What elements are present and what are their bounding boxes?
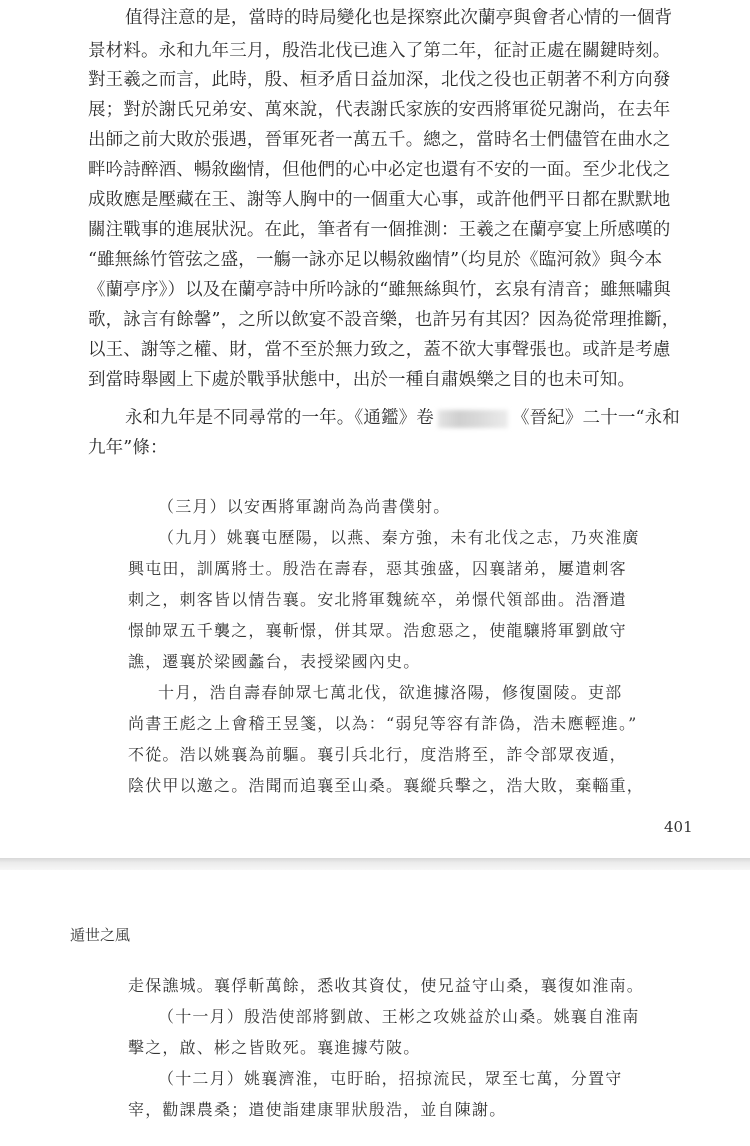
quote-line: 譙，遷襄於梁國蠡台，表授梁國內史。 <box>128 652 421 671</box>
text-line: 值得注意的是，當時的時局變化也是探察此次蘭亭與會者心情的一個背 <box>125 8 673 28</box>
quote-line: 宰，勸課農桑；遣使詣建康罪狀殷浩，並自陳謝。 <box>128 1100 507 1119</box>
text-line: 九年”條： <box>88 438 168 458</box>
quote-line: 憬帥眾五千襲之，襄斬憬，併其眾。浩愈惡之，使龍驤將軍劉啟守 <box>128 621 627 640</box>
text-line: 歌，詠言有餘馨”，之所以飲宴不設音樂，也許另有其因？因為從常理推斷， <box>88 310 680 330</box>
quote-line: 擊之，啟、彬之皆敗死。襄進據芍陂。 <box>128 1038 421 1057</box>
page-divider <box>0 858 750 870</box>
page-number: 401 <box>664 818 693 836</box>
text-line <box>125 404 680 433</box>
text-line: 畔吟詩醉酒、暢敘幽情，但他們的心中必定也還有不安的一面。至少北伐之 <box>88 160 671 180</box>
redacted-blur <box>438 410 508 428</box>
text-line: 到當時舉國上下處於戰爭狀態中，出於一種自肅娛樂之目的也未可知。 <box>88 370 636 390</box>
quote-line: 走保譙城。襄俘斬萬餘，悉收其資仗，使兄益守山桑，襄復如淮南。 <box>128 976 645 995</box>
text-line: 關注戰事的進展狀況。在此，筆者有一個推測：王羲之在蘭亭宴上所感嘆的 <box>88 220 671 240</box>
text-line: 對王羲之而言，此時，殷、桓矛盾日益加深，北伐之役也正朝著不利方向發 <box>88 70 671 90</box>
quote-line: （三月）以安西將軍謝尚為尚書僕射。 <box>158 497 451 516</box>
text-line: 景材料。永和九年三月，殷浩北伐已進入了第二年，征討正處在關鍵時刻。 <box>88 41 671 61</box>
quote-line: （十二月）姚襄濟淮，屯盱眙，招掠流民，眾至七萬，分置守 <box>158 1069 623 1088</box>
text-line: 以王、謝等之權、財，當不至於無力致之，蓋不欲大事聲張也。或許是考慮 <box>88 340 671 360</box>
text-line: 展；對於謝氏兄弟安、萬來說，代表謝氏家族的安西將軍從兄謝尚，在去年 <box>88 100 671 120</box>
text-line: “雖無絲竹管弦之盛，一觴一詠亦足以暢敘幽情”（均見於《臨河敘》與今本 <box>88 250 663 270</box>
quote-line: 陰伏甲以邀之。浩聞而追襄至山桑。襄縱兵擊之，浩大敗，棄輜重， <box>128 776 645 795</box>
text-line: 成敗應是壓藏在王、謝等人胸中的一個重大心事，或許他們平日都在默默地 <box>88 190 671 210</box>
quote-line: 興屯田，訓厲將士。殷浩在壽春，惡其強盛，囚襄諸弟，屢遣刺客 <box>128 559 627 578</box>
text-segment: 《晉紀》二十一“永和 <box>511 408 680 428</box>
quote-line: 不從。浩以姚襄為前驅。襄引兵北行，度浩將至，詐令部眾夜遁， <box>128 745 627 764</box>
text-segment: 永和九年是不同尋常的一年。《通鑑》卷 <box>125 408 434 428</box>
running-header: 遁世之風 <box>70 926 131 944</box>
quote-line: 十月，浩自壽春帥眾七萬北伐，欲進據洛陽，修復園陵。吏部 <box>158 683 623 702</box>
quote-line: （十一月）殷浩使部將劉啟、王彬之攻姚益於山桑。姚襄自淮南 <box>158 1007 640 1026</box>
text-line: 《蘭亭序》）以及在蘭亭詩中所吟詠的“雖無絲與竹，玄泉有清音；雖無嘯與 <box>88 280 671 300</box>
quote-line: （九月）姚襄屯歷陽，以燕、秦方強，未有北伐之志，乃夾淮廣 <box>158 528 640 547</box>
quote-line: 刺之，刺客皆以情告襄。安北將軍魏統卒，弟憬代領部曲。浩潛遣 <box>128 590 627 609</box>
quote-line: 尚書王彪之上會稽王昱箋，以為：“弱兒等容有詐偽，浩未應輕進。” <box>128 714 638 733</box>
text-line: 出師之前大敗於張遇，晉軍死者一萬五千。總之，當時名士們儘管在曲水之 <box>88 130 671 150</box>
